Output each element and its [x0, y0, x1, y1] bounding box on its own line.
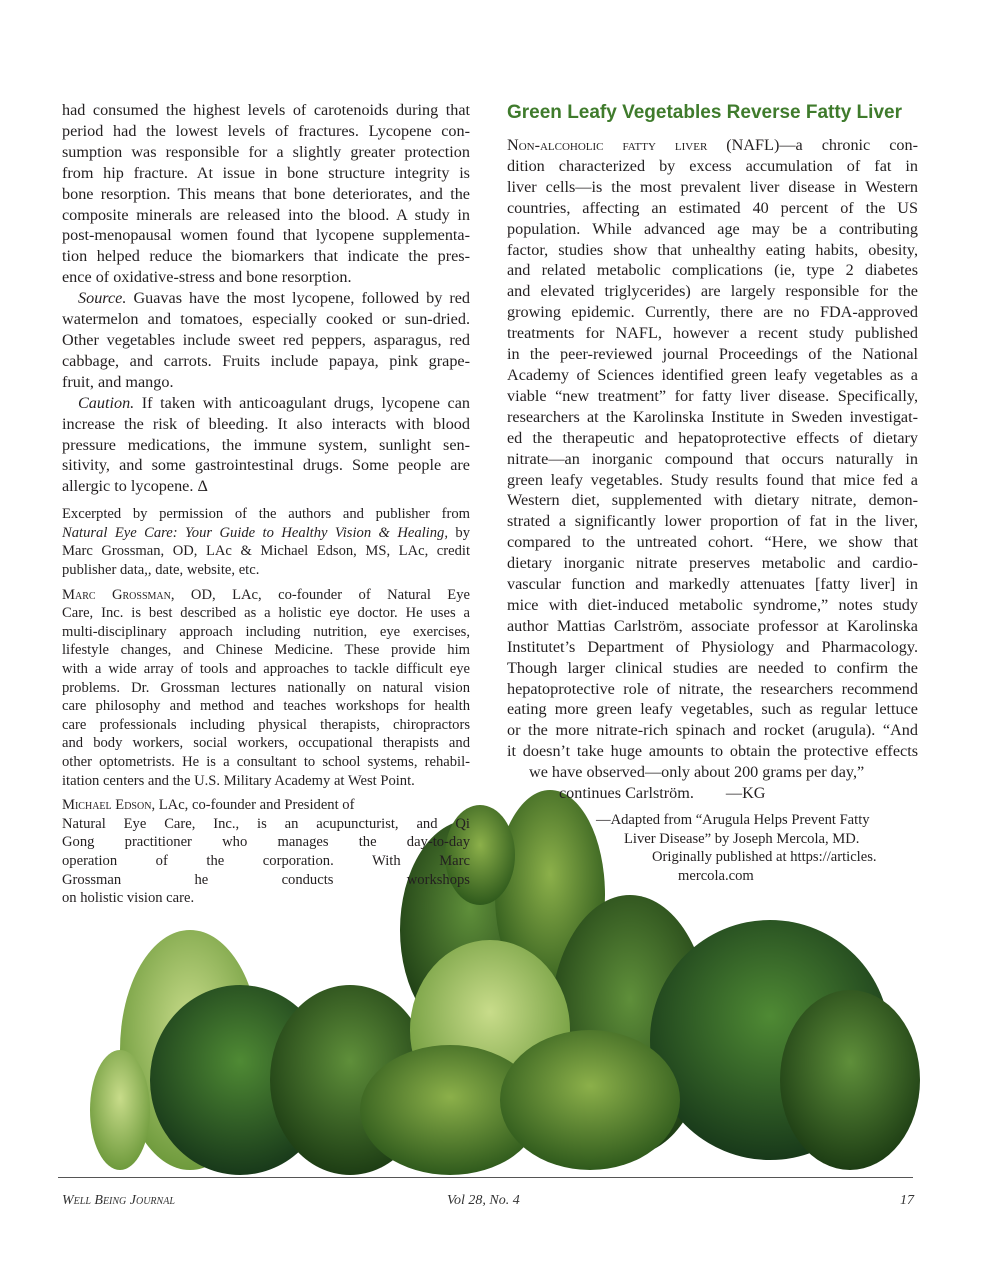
text-line: sitivity, and some gastrointestinal drugs. Some people are	[62, 456, 470, 475]
text-line: we have observed—only about 200 grams per day,”	[529, 763, 865, 782]
source-paragraph	[62, 288, 470, 393]
text-line: Care, Inc. is best described as a holistic eye doctor. He uses a	[62, 605, 470, 622]
text-line: Liver Disease” by Joseph Mercola, MD.	[624, 830, 860, 847]
byline: —KG	[725, 784, 766, 803]
text-line: Though larger clinical studies are needed to confirm the	[507, 658, 918, 677]
text-line: continues Carlström.	[559, 784, 694, 803]
text-line: composite minerals are released into the blood. A study in	[62, 205, 470, 224]
source-label: Source.	[78, 289, 127, 308]
text-line: treatments for NAFL, however a recent study published	[507, 324, 918, 343]
text-line: eating more green leafy vegetables, such as regular lettuce	[507, 700, 918, 719]
text-line: pressure medications, the immune system, sunlight sen-	[62, 435, 470, 454]
text-line: problems. Dr. Grossman lectures nationally on natural vision	[62, 679, 470, 696]
text-line: countries, affecting an estimated 40 percent of the US	[507, 198, 918, 217]
text-line: Grossman he conducts workshops	[62, 871, 470, 888]
text-line: watermelon and tomatoes, especially cooked or sun-dried.	[62, 310, 470, 329]
text-line: Originally published at https://articles.	[652, 849, 877, 866]
author-name: Marc Grossman	[62, 586, 171, 603]
text-line: on holistic vision care.	[62, 890, 195, 907]
text-line: post-menopausal women found that lycopene supplementa-	[62, 226, 470, 245]
text-line: and body workers, social workers, occupational therapists and	[62, 735, 470, 752]
text-line: other optometrists. He is a consultant to school systems, rehabil-	[62, 753, 470, 770]
text-line: multi-disciplinary approach including nutrition, eye exercises,	[62, 623, 470, 640]
text-line: it doesn’t take huge amounts to obtain the protective effects	[507, 742, 918, 761]
text-line: had consumed the highest levels of carotenoids during that	[62, 101, 470, 119]
book-title: Natural Eye Care: Your Guide to Healthy Vision & Healing,	[62, 524, 448, 541]
issue-number: Vol 28, No. 4	[447, 1193, 520, 1208]
text-line: publisher data,, date, website, etc.	[62, 562, 260, 578]
left-column	[62, 100, 470, 908]
text-line: Excerpted by permission of the authors and publisher from	[62, 506, 470, 523]
text-line: Natural Eye Care, Inc., is an acupuncturist, and Qi	[62, 815, 470, 832]
text-line: with a wide array of tools and approaches to tackle difficult eye	[62, 660, 470, 677]
lead-in: Non-alcoholic fatty liver	[507, 136, 708, 154]
text-line: , LAc, co-founder and President of	[151, 797, 355, 814]
text-line: and related metabolic complications (ie, type 2 diabetes	[507, 261, 918, 280]
text-line: population. While advanced age may be a contributing	[507, 219, 918, 238]
journal-name: Well Being Journal	[62, 1193, 175, 1208]
broccoli-2	[500, 1030, 680, 1170]
text-line: hepatoprotective role of nitrate, the researchers recommend	[507, 679, 918, 698]
text-line: allergic to lycopene. Δ	[62, 477, 208, 496]
text-line: nitrate—an inorganic compound that occurs naturally in	[507, 449, 918, 468]
caution-paragraph	[62, 393, 470, 498]
text-line: liver cells—is the most prevalent liver disease in Western	[507, 177, 918, 196]
text-line: itation centers and the U.S. Military Academy at West Point.	[62, 772, 415, 789]
text-line: If taken with anticoagulant drugs, lycopene can	[134, 393, 470, 412]
text-line: viable “new treatment” for fatty liver disease. Specifically,	[507, 386, 918, 405]
text-line: vascular function and markedly attenuates [fatty liver] in	[507, 575, 918, 594]
text-line: fruit, and mango.	[62, 372, 174, 391]
text-line: care professionals including physical therapists, chiropractors	[62, 716, 470, 733]
text-line: Western diet, supplemented with dietary nitrate, demon-	[507, 491, 918, 510]
text-line: Gong practitioner who manages the day-to-day	[62, 834, 470, 851]
attribution	[560, 811, 900, 885]
text-line: mercola.com	[678, 867, 754, 884]
text-line: factor, studies show that unhealthy eating habits, obesity,	[507, 240, 918, 259]
text-line: mice with diet-induced metabolic syndrome,” notes study	[507, 595, 918, 614]
excerpt-note	[62, 505, 470, 907]
text-line: compared to the untreated cohort. “Here, we show that	[507, 533, 918, 552]
author-name: Michael Edson	[62, 797, 152, 814]
text-line: , OD, LAc, co-founder of Natural Eye	[170, 586, 470, 603]
text-line: increase the risk of bleeding. It also interacts with blood	[62, 414, 470, 433]
text-line: in the peer-reviewed journal Proceedings of the National	[507, 345, 918, 364]
text-line: and elevated triglycerides) are largely responsible for the	[507, 282, 918, 301]
text-line: period had the lowest levels of fractures. Lycopene con-	[62, 121, 470, 140]
lycopene-paragraph	[62, 100, 470, 288]
text-line: Marc Grossman, OD, LAc & Michael Edson, MS, LAc, credit	[62, 543, 470, 560]
text-line: tion helped reduce the biomarkers that indicate the pres-	[62, 247, 470, 266]
footer-rule	[58, 1177, 913, 1178]
text-line: green leafy vegetables. Study results found that mice fed a	[507, 470, 918, 489]
text-line: dition characterized by excess accumulation of fat in	[507, 156, 918, 175]
text-line: cabbage, and carrots. Fruits include papaya, pink grape-	[62, 351, 470, 370]
text-line: or the more nitrate-rich spinach and rocket (arugula). “And	[507, 721, 918, 740]
right-column	[507, 135, 918, 804]
text-line: researchers at the Karolinska Institute in Sweden investigat-	[507, 407, 918, 426]
text-line: —Adapted from “Arugula Helps Prevent Fatty	[596, 812, 870, 828]
text-line: operation of the corporation. With Marc	[62, 852, 470, 869]
text-line: sumption was responsible for a slightly greater protection	[62, 142, 470, 161]
article-heading: Green Leafy Vegetables Reverse Fatty Liver	[507, 102, 902, 123]
text-line: bone resorption. This means that bone deteriorates, and the	[62, 184, 470, 203]
text-line: ed the therapeutic and hepatoprotective effects of dietary	[507, 428, 918, 447]
text-line: Guavas have the most lycopene, followed by red	[126, 289, 470, 308]
text-line: dietary inorganic nitrate preserves metabolic and cardio-	[507, 554, 918, 573]
text-line: from hip fracture. At issue in bone structure integrity is	[62, 163, 470, 182]
caution-label: Caution.	[78, 393, 135, 412]
page-number: 17	[900, 1193, 914, 1208]
lettuce	[780, 990, 920, 1170]
text-line: by	[447, 524, 470, 541]
text-line: ence of oxidative-stress and bone resorption.	[62, 268, 352, 287]
text-line: Other vegetables include sweet red peppers, asparagus, red	[62, 330, 470, 349]
text-line: Institutet’s Department of Physiology and Pharmacology.	[507, 637, 918, 656]
bok-choy-stem	[90, 1050, 150, 1170]
text-line: care philosophy and method and teaches workshops for health	[62, 698, 470, 715]
text-line: Academy of Sciences identified green leafy vegetables as a	[507, 365, 918, 384]
text-line: strated a significantly lower proportion of fat in the liver,	[507, 512, 918, 531]
text-line: author Mattias Carlström, associate professor at Karolinska	[507, 616, 918, 635]
text-line: growing epidemic. Currently, there are no FDA-approved	[507, 303, 918, 322]
text-line: lifestyle changes, and Chinese Medicine. These provide him	[62, 642, 470, 659]
text-line: (NAFL)—a chronic con-	[707, 136, 918, 154]
